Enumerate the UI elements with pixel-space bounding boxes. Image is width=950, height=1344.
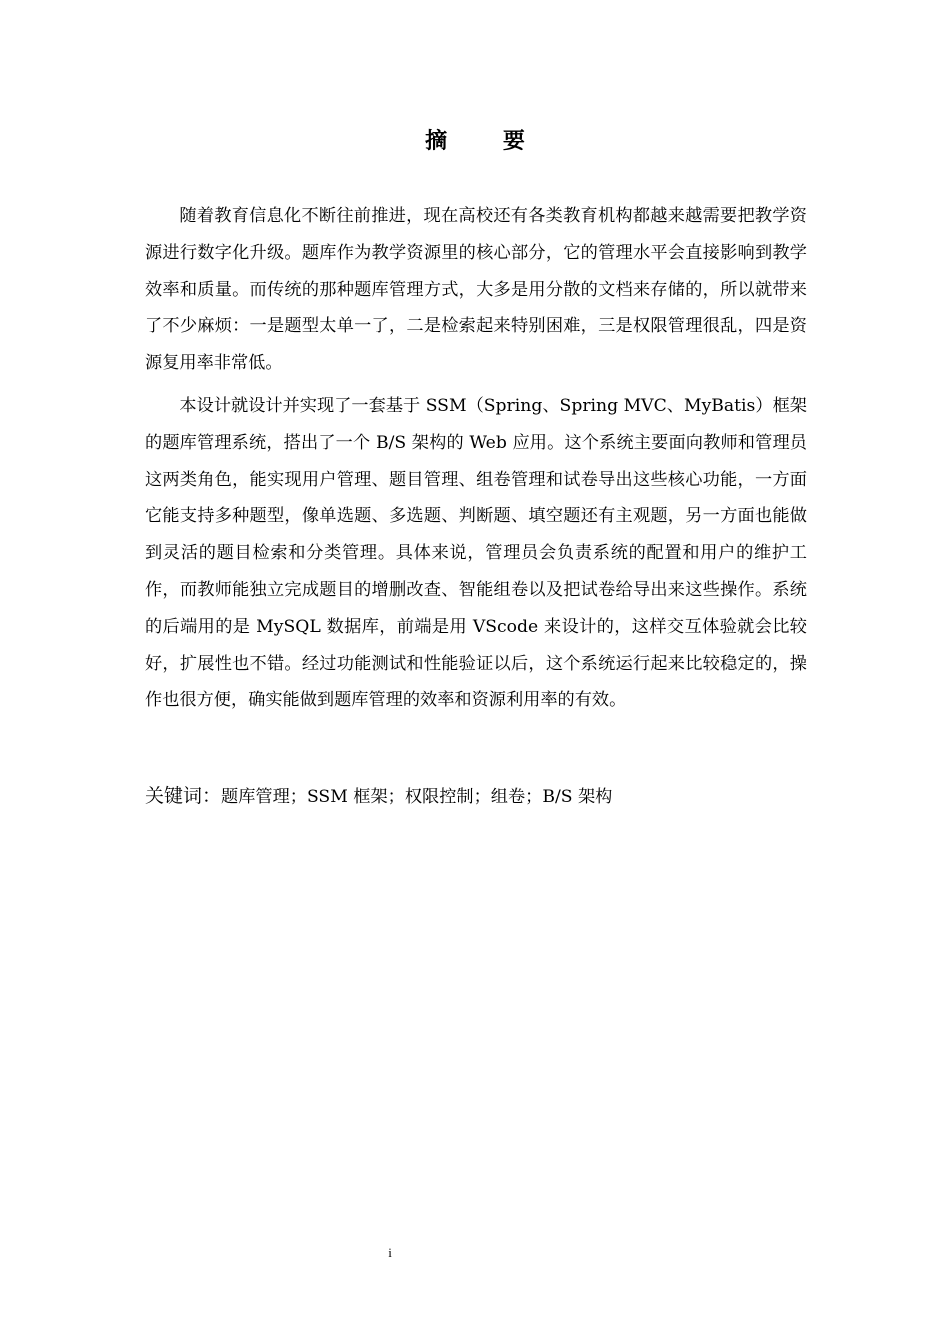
keywords-text: 题库管理；SSM 框架；权限控制；组卷；B/S 架构 <box>221 787 613 807</box>
keywords-line <box>145 780 807 813</box>
abstract-paragraph-2: 本设计就设计并实现了一套基于 SSM（Spring、Spring MVC、MyBatis）框架的题库管理系统，搭出了一个 B/S 架构的 Web 应用。这个系统主要面向教师和管理员这两类角色，能实现用户管理、题目管理、组卷管理和试卷导出这些核心功能，一方面它能支持多种题型，像单选题、多选题、判断题、填空题还有主观题，另一方面也能做到灵活的题目检索和分类管理。具体来说，管理员会负责系统的配置和用户的维护工作，而教师能独立完成题目的增删改查、智能组卷以及把试卷给导出来这些操作。系统的后端用的是 MySQL 数据库，前端是用 VScode 来设计的，这样交互体验就会比较好，扩展性也不错。经过功能测试和性能验证以后，这个系统运行起来比较稳定的，操作也很方便，确实能做到题库管理的效率和资源利用率的有效。 <box>145 395 807 711</box>
page-number: i <box>388 1245 392 1260</box>
keywords-label: 关键词： <box>145 785 222 807</box>
abstract-paragraph-1: 随着教育信息化不断往前推进，现在高校还有各类教育机构都越来越需要把教学资源进行数字化升级。题库作为教学资源里的核心部分，它的管理水平会直接影响到教学效率和质量。而传统的那种题库管理方式，大多是用分散的文档来存储的，所以就带来了不少麻烦：一是题型太单一了，二是检索起来特别困难，三是权限管理很乱，四是资源复用率非常低。 <box>145 206 807 374</box>
abstract-body <box>145 198 807 725</box>
abstract-title: 摘 要 <box>425 129 549 154</box>
